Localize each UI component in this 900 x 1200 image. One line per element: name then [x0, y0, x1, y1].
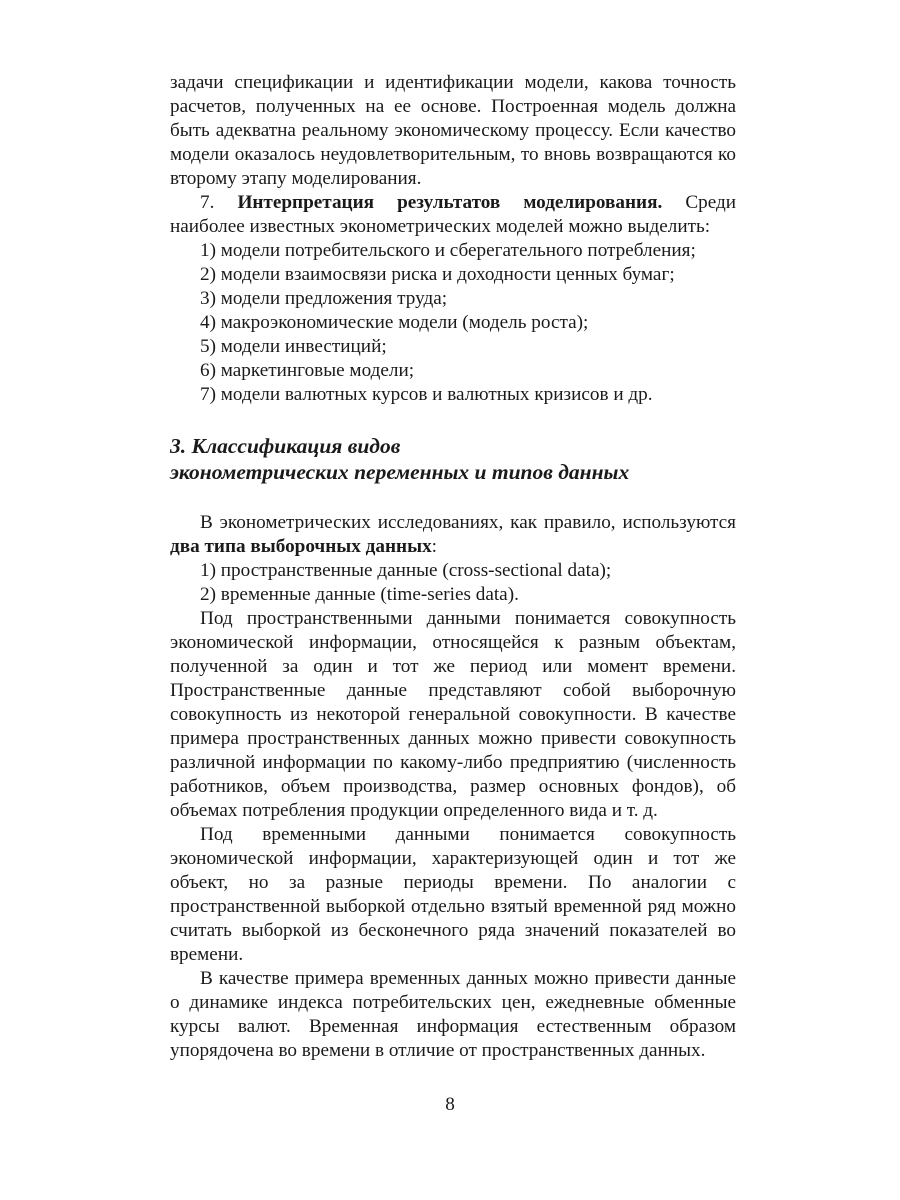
step-7-number: 7. — [200, 192, 215, 213]
section-heading — [170, 433, 736, 485]
model-list-item: 6) маркетинговые модели; — [200, 360, 415, 381]
data-types-bold-term: два типа выборочных данных — [170, 536, 432, 557]
text-column — [170, 71, 736, 1063]
data-types-intro-colon: : — [431, 536, 438, 557]
model-list-item: 4) макроэкономические модели (модель роста); — [200, 312, 589, 333]
model-list-item: 1) модели потребительского и сберегательного потребления; — [200, 240, 696, 261]
data-types-intro — [170, 511, 736, 559]
model-list-item: 7) модели валютных курсов и валютных кризисов и др. — [200, 384, 653, 405]
time-series-paragraph: Под временными данными понимается совокупность экономической информации, характеризующей один и тот же объект, но за разные периоды времени. По аналогии с пространственной выборкой отдельно взятый временной ряд можно считать выборкой из бесконечного ряда значений показателей во времени. — [170, 824, 736, 965]
step-7-paragraph — [170, 191, 736, 239]
step-7-title: Интерпретация результатов моделирования. — [237, 192, 663, 213]
data-type-list-item: 2) временные данные (time-series data). — [200, 584, 519, 605]
page-number: 8 — [445, 1094, 455, 1115]
intro-paragraph: задачи спецификации и идентификации модели, какова точность расчетов, полученных на ее основе. Построенная модель должна быть адекватна реальному экономическому процессу. Если качество модели оказалось неудовлетворительным, то вновь возвращаются ко второму этапу моделирования. — [170, 72, 736, 189]
step-7-text: Среди наиболее известных эконометрических моделей можно выделить: — [170, 192, 737, 237]
time-series-example-paragraph: В качестве примера временных данных можно привести данные о динамике индекса потребительских цен, ежедневные обменные курсы валют. Временная информация естественным образом упорядочена во времени в отличие от пространственных данных. — [170, 968, 736, 1061]
data-type-list-item: 1) пространственные данные (cross-sectional data); — [200, 560, 612, 581]
model-list-item: 2) модели взаимосвязи риска и доходности ценных бумаг; — [200, 264, 675, 285]
cross-sectional-paragraph: Под пространственными данными понимается совокупность экономической информации, относящейся к разным объектам, полученной за один и тот же период или момент времени. Пространственные данные представляют собой выборочную совокупность из некоторой генеральной совокупности. В качестве примера пространственных данных можно привести совокупность различной информации по какому-либо предприятию (численность работников, объем производства, размер основных фондов), об объемах потребления продукции определенного вида и т. д. — [170, 608, 736, 821]
model-list-item: 3) модели предложения труда; — [200, 288, 448, 309]
data-types-intro-text: В эконометрических исследованиях, как правило, используются — [200, 512, 736, 533]
model-list-item: 5) модели инвестиций; — [200, 336, 387, 357]
section-heading-line-2: эконометрических переменных и типов данных — [170, 460, 630, 484]
section-heading-line-1: 3. Классификация видов — [170, 434, 401, 458]
